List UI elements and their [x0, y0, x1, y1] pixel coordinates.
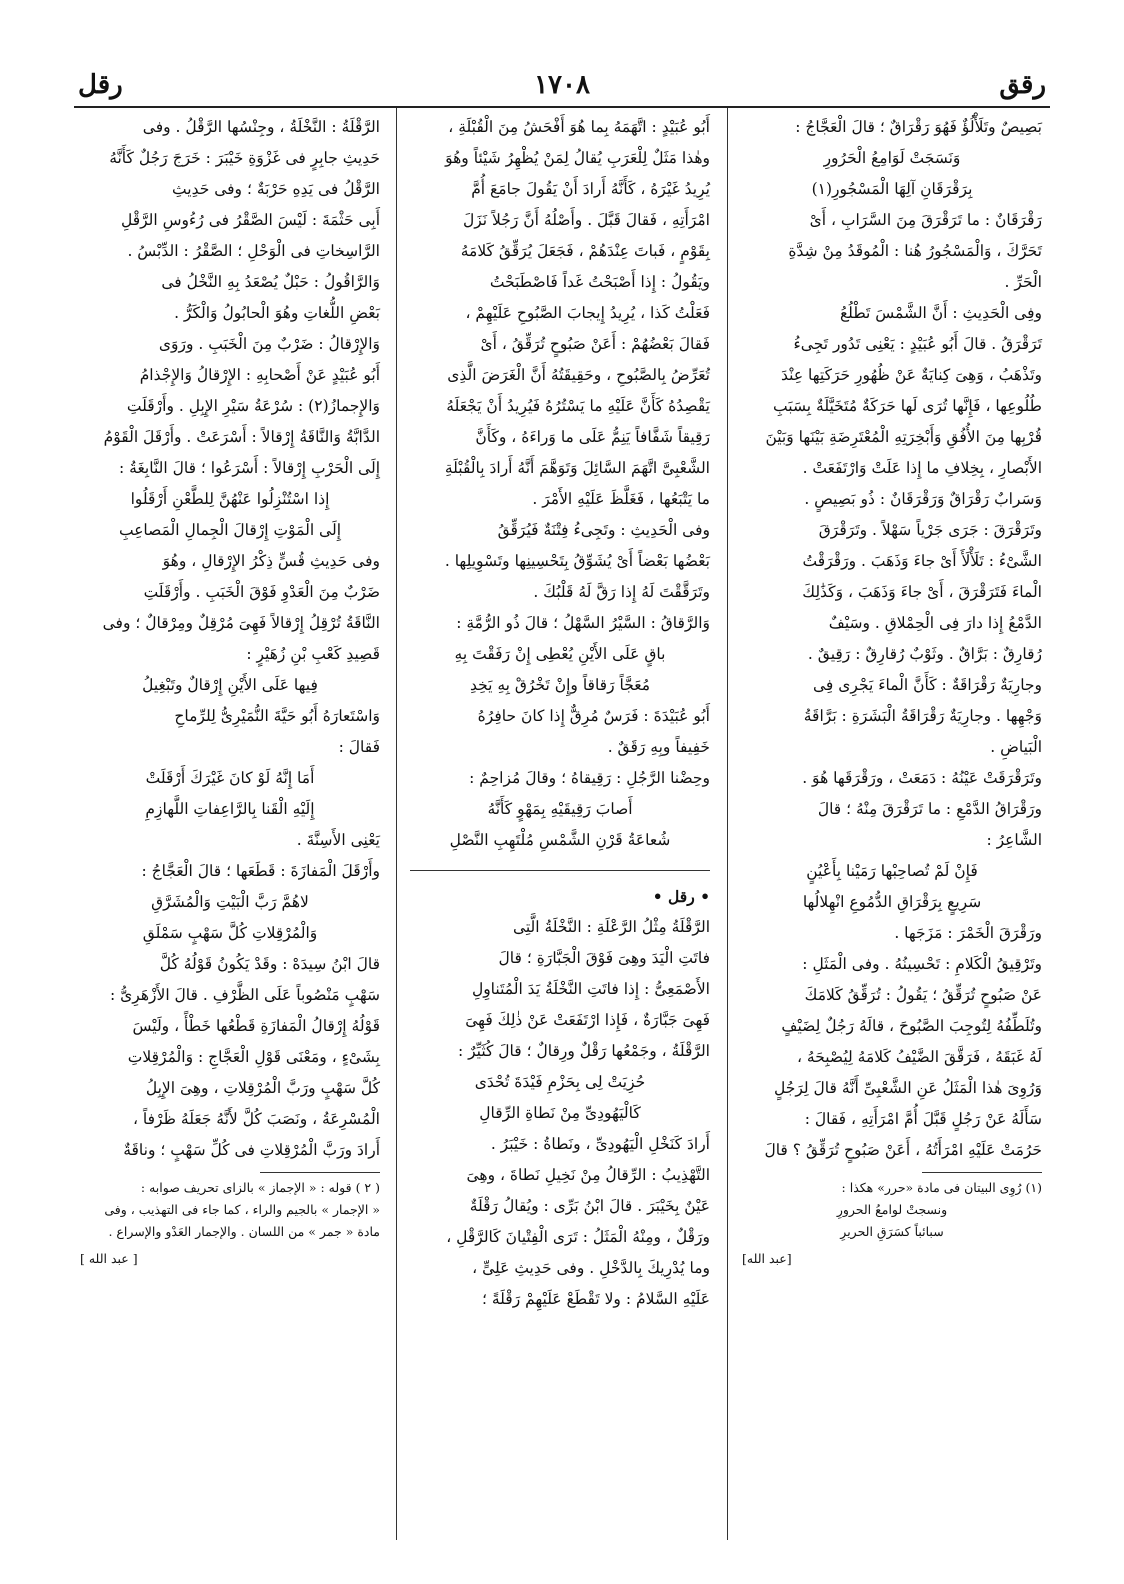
footnote-rule: [922, 1172, 1042, 1173]
text-line: بِقَوْمٍ ، فَباتَ عِنْدَهُمْ ، فَجَعَلَ يُرَقِّقُ كَلامَهُ: [460, 242, 710, 260]
text-line: أَصابَ رَقِيقَيْهِ بِمَهْوٍ كَأَنَّهُ: [487, 800, 633, 818]
column-divider-1: [727, 108, 728, 1540]
text-line: قَوْلُهُ إِرْقالُ الْمَفازَةِ قَطْعُها خَطْأً ، ولَيْسَ: [132, 1017, 380, 1035]
text-line: رُقارِقٌ : بَرَّاقٌ . وثَوْبٌ رُقارِقٌ : رَقِيقٌ .: [807, 645, 1042, 663]
text-line: إِلَيْهِ الْقَنا بِالرَّاعِفاتِ اللَّهازِمِ: [145, 800, 315, 818]
text-line: فَهِىَ جَبَّارَةٌ ، فَإِذا ارْتَفَعَتْ عَنْ ذٰلِكَ فَهِىَ: [465, 1011, 710, 1029]
text-line: أَبُو عُبَيْدٍ : اتَّهَمَهُ بِما هُوَ أَفْحَشُ مِنَ الْقُبْلَةِ ،: [448, 118, 710, 136]
text-line: إِلَى الْمَوْتِ إِرْقالَ الْجِمالِ الْمَصاعِبِ: [118, 521, 342, 539]
text-line: الْماءَ فَتَرَقْرَقَ ، أَىْ جاءَ وَذَهَبَ ، وَكَذَٰلِكَ: [802, 583, 1042, 601]
text-line: الشَّاعِرُ :: [986, 831, 1042, 849]
text-line: ورَقْرَاقُ الدَّمْعِ : ما تَرَقْرَقَ مِنْهُ ؛ قالَ: [817, 800, 1042, 818]
page-number: ١٧٠٨: [534, 70, 590, 100]
text-line: قالَ ابْنُ سِيدَهْ : وقَدْ يَكُونُ قَوْلُهُ كُلَّ: [159, 955, 380, 973]
text-line: سَرِيعٍ بِرَقْرَاقِ الدُّمُوعِ انْهِلالُها: [802, 893, 982, 911]
text-line: عَنْ صَبُوحٍ تُرَقِّقُ ؛ يَقُولُ : تُرَقِّقُ كَلامَكَ: [804, 986, 1042, 1004]
text-line: شُعاعَةُ قَرْنِ الشَّمْسِ مُلْتَهِبِ النَّصْلِ: [449, 831, 671, 849]
column-divider-2: [396, 108, 397, 1540]
text-line: قُرْبِها مِنَ الأُفُقِ وَأَبْخِرَتِهِ الْمُعْتَرِضَةِ بَيْنَها وَبَيْنَ: [765, 428, 1042, 446]
text-line: تَرَقْرَقُ . قالَ أَبُو عُبَيْدٍ : يَعْنِى تَدُور تَجِىءُ: [793, 335, 1042, 353]
text-line: وجارِيَةٌ رَقْرَاقَةٌ : كَأَنَّ الْماءَ يَجْرِى فِى: [813, 676, 1042, 694]
text-line: إِلَى الْحَرْبِ إِرْقالاً : أَسْرَعُوا ؛ قالَ النَّابِغَةُ :: [118, 459, 380, 477]
column-right: [742, 112, 1042, 1274]
text-line: وتَرَقْرَقَتْ عَيْنُهُ : دَمَعَتْ ، ورَقْرَقَها هُوَ .: [802, 769, 1042, 787]
column-middle: [410, 112, 710, 1315]
text-line: طُلُوعِها ، فَإِنَّها تُرَى لَها حَرَكَةٌ مُتَخَيَّلَةٌ بِسَبَبِ: [773, 397, 1042, 415]
text-line: وتَرَقْرَقَ : جَرَى جَرْياً سَهْلاً . وتَرَقْرَقَ: [818, 521, 1042, 539]
text-line: وفِى الْحَدِيثِ : أَنَّ الشَّمْسَ تَطْلُعُ: [839, 304, 1042, 322]
text-line: وَجْهِها . وجارِيَةٌ رَقْرَاقَةُ الْبَشَرَةِ : بَرَّاقَةُ: [803, 707, 1042, 725]
text-line: فَعَلْتُ كَذا ، يُرِيدُ إِيجابَ الصَّبُوحِ عَلَيْهِمْ ،: [465, 304, 710, 322]
text-line: يُرِيدُ غَيْرَهُ ، كَأَنَّهُ أَرادَ أَنْ يَقُولَ جامَعَ أُمَّ: [471, 180, 710, 198]
text-line: وتَرَقَّقْتَ لَهُ إِذا رَقَّ لَهُ قَلْبُكَ .: [533, 583, 710, 601]
text-line: الأَصْمَعِىُّ : إِذا فاتَتِ النَّخْلَةُ يَدَ الْمُتَناوِلِ: [471, 980, 710, 998]
text-line: وفى حَدِيثِ قُسٍّ ذِكْرُ الإِرْقالِ ، وهُوَ: [162, 552, 380, 570]
text-line: ما يَتْبَعُها ، فَغَلَّظَ عَلَيْهِ الأَمْرَ .: [532, 490, 710, 508]
text-line: وحِضْنا الرَّجُلِ : رَقِيقاهُ ؛ وقالَ مُزاحِمٌ :: [469, 769, 710, 787]
text-line: وَالْمُرْقِلاتِ كُلَّ سَهْبٍ سَمْلَقِ: [142, 924, 318, 942]
text-line: ورَقْلٌ ، ومِنْهُ الْمَثَلُ : تَرَى الْفِتْيانَ كَالرَّقْلِ ،: [446, 1228, 710, 1246]
text-line: وَالإِرْقالُ : ضَرْبٌ مِنَ الْخَبَبِ . ورَوَى: [158, 335, 380, 353]
text-line: وتَرْقِيقُ الْكَلامِ : تَحْسِينُهُ . وفى الْمَثَلِ :: [802, 955, 1042, 973]
footnote-line: سبائباً كسَرَقِ الحريرِ: [840, 1224, 944, 1239]
text-line: أَرادَ كَنَخْلِ الْيَهُودِىِّ ، ونَطاةُ : خَيْبَرُ .: [490, 1135, 710, 1153]
text-line: الدَّابَّةُ وَالنَّاقَةُ إِرْقالاً : أَسْرَعَتْ . وأَرْقَلَ الْقَوْمُ: [103, 428, 380, 446]
entry-divider: [410, 870, 710, 871]
text-line: تَحَرَّكَ ، وَالْمَسْجُورُ هُنا : الْمُوقَدُ مِنْ شِدَّةِ: [788, 242, 1042, 260]
text-line: أَرادَ ورَبَّ الْمُرْقِلاتِ فى كُلِّ سَهْبٍ ؛ وناقَةٌ: [123, 1141, 380, 1159]
text-line: رَقْرَقَانٌ : ما تَرَقْرَقَ مِنَ السَّرَابِ ، أَىْ: [809, 211, 1042, 229]
text-line: فَقالَ بَعْضُهُمْ : أَعَنْ صَبُوحٍ تُرَقِّقُ ، أَىْ: [480, 335, 710, 353]
text-line: وما يُدْرِيكَ بِالدَّخْلِ . وفى حَدِيثِ عَلِىٍّ ،: [472, 1259, 710, 1277]
text-line: الْحَرِّ .: [1004, 273, 1042, 291]
text-line: كَالْيَهُودِىِّ مِنْ نَطاةِ الرِّقالِ: [479, 1104, 641, 1122]
text-line: وَرُوِىَ هٰذا الْمَثَلُ عَنِ الشَّعْبِىِّ أَنَّهُ قالَ لِرَجُلٍ: [774, 1079, 1042, 1097]
text-line: الشَّىْءُ : تَلَأْلَأَ أَىْ جاءَ وَذَهَبَ . ورَقْرَقْتُ: [802, 552, 1042, 570]
text-line: وَالإِجمازُ(٢) : سُرْعَةُ سَيْرِ الإِبِلِ . وأَرْقَلَتِ: [126, 397, 380, 415]
text-line: سَهْبٍ مَنْصُوباً عَلَى الظَّرْفِ . قالَ الأَزْهَرِىُّ :: [109, 986, 380, 1004]
text-line: فَإِنْ لَمْ تُصاحِبْها رَمَيْنا بِأَعْيُنٍ: [806, 862, 978, 880]
text-line: الرَّقْلَةُ ، وجَمْعُها رَقْلٌ ورِقالٌ ؛ قالَ كُثَيِّرٌ :: [457, 1042, 710, 1060]
text-line: وتُلَطِّفُهُ لِتُوجِبَ الصَّبُوحَ ، قالَهُ رَجُلٌ لِضَيْفٍ: [781, 1017, 1042, 1035]
footnote-line: ونسجتْ لوامعُ الحرورِ: [836, 1202, 948, 1217]
text-line: أَبُو عُبَيْدٍ عَنْ أَصْحابِهِ : الإِرْقالُ وَالإِجْذامُ: [139, 366, 380, 384]
text-line: سَأَلَهُ عَنْ رَجُلٍ قَبَّلَ أُمَّ امْرَأَتِهِ ، فَقالَ :: [804, 1110, 1042, 1128]
text-line: وَالرَّاقُولُ : حَبْلٌ يُصْعَدُ بِهِ النَّخْلُ فى: [161, 273, 380, 291]
column-middle-text: [410, 112, 710, 856]
text-line: حُزِيَتْ لِى بِحَزْمِ فَيْدَةَ تُحْدَى: [474, 1073, 646, 1091]
text-line: التَّهْذِيبُ : الرِّقالُ مِنْ نَخِيلِ نَطاةَ ، وهِىَ: [466, 1166, 710, 1184]
footnote-line: « الإجمار » بالجيم والراء ، كما جاء فى التهذيب ، وفى: [104, 1202, 380, 1217]
text-line: كُلَّ سَهْبٍ ورَبَّ الْمُرْقِلاتِ ، وهِىَ الإِبِلُ: [145, 1079, 380, 1097]
text-line: خَفِيفاً وبِهِ رَقَقٌ .: [607, 738, 710, 756]
text-line: بِرَقْرَقَانِ آلِهَا الْمَسْجُورِ(١): [811, 180, 973, 198]
text-line: باقٍ عَلَى الأَيْنِ يُعْطِى إِنْ رَفَقْتَ بِهِ: [454, 645, 666, 663]
text-line: بَعْضُها بَعْضاً أَىْ يُشَوِّقُ بِتَحْسِينِها وتَسْوِيلِها .: [444, 552, 710, 570]
header-entry-word-right: رقق: [999, 70, 1046, 100]
text-line: يَقْصِدُهُ كَأَنَّ عَلَيْهِ ما يَسْتُرُهُ فَيُرِيدُ أَنْ يَجْعَلَهُ: [446, 397, 710, 415]
text-line: الرَّقْلَةُ مِثْلُ الرَّعْلَةِ : النَّخْلَةُ الَّتِى: [512, 918, 710, 936]
text-line: أَمَا إِنَّهُ لَوْ كانَ غَيْرَكَ أَرْقَلَتْ: [145, 769, 315, 787]
text-line: وهٰذا مَثَلٌ لِلْعَرَبِ يُقالُ لِمَنْ يُظْهِرُ شَيْئاً وهُوَ: [445, 149, 710, 167]
text-line: لَهُ غَبَقَهُ ، فَرَقَّقَ الضَّيْفُ كَلامَهُ لِيُصْبِحَهُ ،: [796, 1048, 1042, 1066]
text-line: حَدِيثِ جابِرٍ فى غَزْوَةِ خَيْبَرَ : خَرَجَ رَجُلٌ كَأَنَّهُ: [109, 149, 380, 167]
footnote-line: (١) رُوِى البيتان فى مادة «حرر» هكذا :: [841, 1180, 1042, 1195]
header-entry-word-left: رقل: [78, 70, 123, 100]
column-right-text: [742, 112, 1042, 1166]
text-line: عَيْنٌ بِخَيْبَرَ . قالَ ابْنُ بَرِّى : ويُقالُ رَقْلَةٌ: [469, 1197, 710, 1215]
text-line: حَرُمَتْ عَلَيْهِ امْرَأَتُهُ ، أَعَنْ صَبُوحٍ تُرَقِّقُ ؟ قالَ: [764, 1141, 1042, 1159]
header-rule: [74, 106, 1050, 108]
text-line: قَصِيدِ كَعْبِ بْنِ زُهَيْرٍ :: [246, 645, 380, 663]
text-line: امْرَأَتِهِ ، فَقالَ قَبَّلَ . وأَصْلُهُ أَنَّ رَجُلاً نَزَلَ: [462, 211, 710, 229]
footnote-signature: [عبد الله]: [742, 1251, 792, 1266]
text-line: عَلَيْهِ السَّلامُ : ولا تَقْطَعْ عَلَيْهِمْ رَقْلَةً ؛: [481, 1290, 710, 1308]
text-line: ويَقُولُ : إِذا أَصْبَحْتُ غَداً فَاصْطَبَحْتُ: [489, 273, 710, 291]
text-line: الْمُسْرِعَةُ ، ونَصَبَ كُلَّ لأَنَّهُ جَعَلَهُ ظَرْفاً ،: [133, 1110, 380, 1128]
text-line: الرَّقْلَةُ : النَّخْلَةُ ، وجِنْسُها الرَّقْلُ . وفى: [142, 118, 380, 136]
text-line: الأَبْصارِ ، بِخِلافِ ما إِذا عَلَتْ وَارْتَفَعَتْ .: [802, 459, 1042, 477]
text-line: بِشَىْءٍ ، ومَعْنَى قَوْلِ الْعَجَّاجِ : وَالْمُرْقِلاتِ: [127, 1048, 380, 1066]
text-line: إِذا اسْتُنْزِلُوا عَنْهُنَّ لِلطَّعْنِ أَرْقَلُوا: [130, 490, 330, 508]
text-line: وَنَسَجَتْ لَوَامِعُ الْحَرُورِ: [823, 149, 961, 167]
text-line: وَاسْتَعارَهُ أَبُو حَيَّةَ النُّمَيْرِىُّ لِلرِّماحِ: [174, 707, 380, 725]
text-line: فِيها عَلَى الأَيْنِ إِرْقالٌ وتَبْغِيلُ: [142, 676, 318, 694]
text-line: لاهُمَّ رَبَّ الْبَيْتِ وَالْمُشَرَّقِ: [151, 893, 309, 911]
footnote-left: [80, 1177, 380, 1243]
footnote-right: [742, 1177, 1042, 1243]
footnote-signature: [ عبد الله ]: [80, 1251, 138, 1266]
text-line: الْبَياضِ .: [990, 738, 1042, 756]
text-line: فَقالَ :: [338, 738, 380, 756]
text-line: الرَّاسِخاتِ فى الْوَحْلِ ؛ الصَّقْرُ : الدِّبْسُ .: [127, 242, 380, 260]
text-line: رَقِيقاً شَفَّافاً يَنِمُّ عَلَى ما وَراءَهُ ، وكَأَنَّ: [475, 428, 710, 446]
text-line: بَعْضِ اللُّغاتِ وهُوَ الْحابُولُ وَالْكَرُّ .: [174, 304, 380, 322]
text-line: الدَّمْعُ إِذا دارَ فِى الْحِمْلاقِ . وسَيْفٌ: [828, 614, 1042, 632]
entry-heading-raql: • رقل •: [652, 887, 710, 906]
text-line: ورَقْرَقَ الْخَمْرَ : مَزَجَها .: [894, 924, 1042, 942]
text-line: أَبِى حَثْمَةَ : لَيْسَ الصَّقْرُ فى رُءُوسِ الرَّقْلِ: [120, 211, 380, 229]
footnote-rule: [260, 1172, 380, 1173]
text-line: أَبُو عُبَيْدَةَ : فَرَسٌ مُرِقٌّ إِذا كانَ حافِرُهُ: [477, 707, 710, 725]
column-left-text: [80, 112, 380, 1166]
footnote-line: ( ٢ ) قوله : « الإجماز » بالزاى تحريف صوابه :: [140, 1180, 380, 1195]
text-line: وتَذْهَبُ ، وَهِىَ كِنايَةٌ عَنْ ظُهُورِ حَرَكَتِها عِنْدَ: [781, 366, 1042, 384]
text-line: بَصِيصٌ وتَلَأْلُؤٌ فَهُوَ رَقْرَاقٌ ؛ قالَ الْعَجَّاجُ :: [795, 118, 1042, 136]
text-line: مُعَجَّاً رَقاقاً وإِنْ تَخْرُقْ بِهِ يَخِدِ: [469, 676, 651, 694]
text-line: فاتَتِ الْيَدَ وهِىَ فَوْقَ الْجَبَّارَةِ ؛ قالَ: [498, 949, 710, 967]
text-line: وَسَرابٌ رَقْرَاقٌ وَرَقْرَقَانٌ : ذُو بَصِيصٍ .: [804, 490, 1042, 508]
text-line: النَّاقَةُ تُرْقِلُ إِرْقالاً فَهِىَ مُرْقِلٌ ومِرْقالٌ ؛ وفى: [102, 614, 380, 632]
entry-raql-text: [410, 912, 710, 1315]
text-line: وَالرَّقاقُ : السَّيْرُ السَّهْلُ ؛ قالَ ذُو الرُّمَّةِ :: [456, 614, 710, 632]
text-line: الرَّقْلُ فى يَدِهِ حَرْبَةٌ ؛ وفى حَدِيثِ: [172, 180, 380, 198]
text-line: الشَّعْبِىَّ اتَّهَمَ السَّائِلَ وَتَوَهَّمَ أَنَّهُ أَرادَ بِالْقُبْلَةِ: [444, 459, 710, 477]
footnote-line: مادة « جمر » من اللسان . والإجمار العَدْو والإسراع .: [108, 1224, 380, 1239]
text-line: تُعَرِّضُ بِالصَّبُوحِ ، وحَقِيقَتُهُ أَنَّ الْغَرَضَ الَّذِى: [447, 366, 710, 384]
text-line: ضَرْبٌ مِنَ الْعَدْوِ فَوْقَ الْخَبَبِ . وأَرْقَلَتِ: [143, 583, 380, 601]
column-left: [80, 112, 380, 1274]
text-line: وفى الْحَدِيثِ : وتَجِىءُ فِتْنَةٌ فَيُرَقِّقُ: [497, 521, 710, 539]
text-line: يَعْنِى الأَسِنَّةَ .: [296, 831, 380, 849]
text-line: وأَرْقَلَ الْمَفازَةَ : قَطَعَها ؛ قالَ الْعَجَّاجُ :: [141, 862, 380, 880]
